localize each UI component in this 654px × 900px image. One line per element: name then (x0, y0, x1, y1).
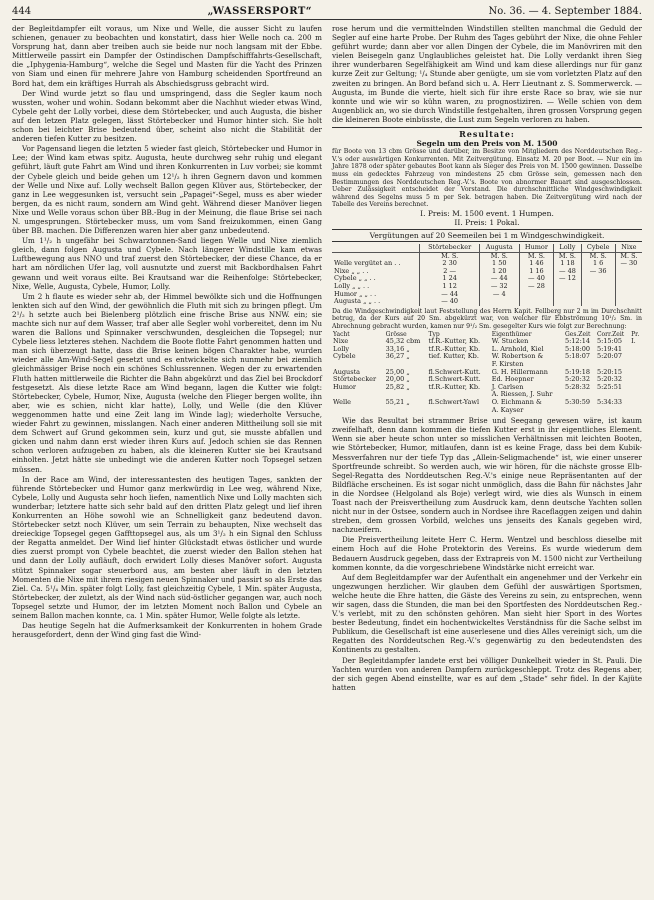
table-row (332, 353, 642, 361)
table-cell (615, 268, 642, 276)
table-cell (630, 353, 642, 361)
verguetung-title: Vergütungen auf 20 Seemeilen bei 1 m Windgeschwindigkeit. (332, 229, 642, 242)
table-cell (554, 298, 581, 306)
table-cell: A. Kayser (491, 405, 524, 414)
table-cell: — 44 (479, 275, 519, 283)
table-cell: 5:19:18 (564, 367, 591, 376)
table-cell: Nixe (333, 337, 349, 346)
unit-cell: M. S. (554, 252, 581, 260)
table-cell: 20,00 „ (385, 375, 410, 384)
table-cell: 2 30 (420, 260, 480, 268)
column-header: Eigenthümer (491, 330, 532, 338)
table-cell: I. (631, 337, 636, 346)
table-cell: tief. Kutter, Kb. (428, 352, 479, 361)
table-cell: Ed. Hoepner (491, 375, 534, 384)
table-cell (630, 376, 642, 384)
left-column (12, 24, 322, 693)
table-cell: 5:20:32 (564, 375, 591, 384)
paragraph: Der Wind wurde jetzt so flau und umspringend, dass die Segler kaum noch wussten, woher und wohin. Sodann bekommt aber die Nachhut wieder etwas Wind, Cybele geht der Lolly vorbei, diese dem Störtebecker, und auch Augusta, die bisher auf den letzen Platz gelegen, lässt Störtebecker und Humor hinter sich. Sie holt schon bei leichter Brise bedeutend über, scheint also nicht die Stabilität der anderen tiefen Kutter zu besitzen. (12, 88, 322, 144)
table-cell: Lolly (333, 344, 350, 353)
column-header: Nixe (615, 244, 642, 252)
table-row (332, 399, 642, 407)
table-cell: 5:19:41 (596, 344, 623, 353)
results-heading: Resultate: (459, 129, 515, 140)
column-header: Grösse (385, 330, 407, 338)
table-cell: — 28 (519, 283, 554, 291)
yacht-results-body (332, 338, 642, 414)
table-cell (630, 369, 642, 377)
paragraph: Die Preisvertheilung leitete Herr C. Herm. Wentzel und beschloss dieselbe mit einem Hoch auf die Hohe Protektorin des Vereins. Es wurde wiederum dem Bedauern Ausdruck gegeben, dass der Extrapreis von M. 1500 nicht zur Vertheilung kommen konnte, da die vorgeschriebene Windstärke nicht erreicht war. (332, 535, 642, 572)
column-header: Augusta (479, 244, 519, 252)
paragraph: Um 1¹/₂ h ungefähr bei Schwarztonnen-Sand liegen Welle und Nixe ziemlich gleich, dann folgen Augusta und Cybele. Nach längerer Windstille kam etwas Luftbewegung aus NNO und traf zuerst den Störtebecker, der diese Chance, da er hart am nördlichen Ufer lag, voll ausnutzte und zuerst mit Backbordhalsen Fahrt gewann und weit voraus eilte. Bei Krautsand war die Reihenfolge: Störtebecker, Nixe, Welle, Augusta, Cybele, Humor, Lolly. (12, 236, 322, 291)
table-cell (630, 407, 642, 415)
right-column (332, 24, 642, 693)
table-row (332, 376, 642, 384)
table-cell: 5:20:32 (596, 375, 623, 384)
paragraph: Wie das Resultat bei strammer Brise und Seegang gewesen wäre, ist kaum zweifelhaft, denn dann kommen die tiefen Kutter erst in ihr eigentliches Element. Wenn sie aber heute schon unter so misslichen Verhältnissen mit leichten Booten, wie Störtebecker, Humor, mitlaufen, dann ist es keine Frage, dass bei dem Kubik-Messverfahren nur der tiefe Typ das „Allein-Seligmachende“ ist, wie einer unserer Sportfreunde schreibt. So werden auch, wie wir hören, für die nächste grosse Elb-Segel-Regatta des Norddeutschen Reg.-V.'s einige neue Repräsentanten auf der Bildfläche erscheinen. Es ist sogar nicht unmöglich, dass die Bahn für nächstes Jahr in die Nordsee (Helgoland als Boje) verlegt wird, wie dies als Wunsch in einem Toast nach der Preisvertheilung zum Ausdruck kam, denn deutsche Yachten sollen nicht nur in der Ostsee, sondern auch in Nordsee ihre Raceflaggen zeigen und dahin streben, dem grossen Vorbild, welches uns jenseits des Kanals gegeben wird, nachzueifern. (332, 416, 642, 535)
column-header: Ges.Zeit (564, 330, 591, 338)
column-header: Corr.Zeit (596, 330, 625, 338)
yacht-results-table (332, 331, 642, 415)
table-cell: tf.R.-Kutter, Kb. (428, 337, 481, 346)
column-header: Humor (519, 244, 554, 252)
table-cell: 33,16 „ (385, 344, 410, 353)
table-cell: Welle vergütet an . . (334, 259, 401, 268)
table-cell (479, 298, 519, 306)
paragraph: Um 2 h flaute es wieder sehr ab, der Himmel bewölkte sich und die Hoffnungen lenkten sich auf den Wind, der gewöhnlich die Fluth mit sich zu bringen pflegt. Um 2¹/₂ h setzte auch bei Bielenberg plötzlich eine frische Brise aus NNW. ein; sie machte sich nur auf dem Wasser, traf aber alle Segler wohl vorbereitet, denn im Nu waren die Ballons und Spinnaker verschwunden, desgleichen die Topsegel; nur Cybele liess letzteres stehen. Nachdem die Boote flotte Fahrt genommen hatten und man sich überzeugt hatte, dass die Brise keinen bögen Charakter habe, wurden wieder alle Am-Wind-Segel gesetzt und es entwickelte sich nunmehr bei ziemlich gleichmässiger Brise noch ein schönes Schlussrennen. Wegen der zu erwartenden Fluth hatten mittlerweile die Richter die Bahn abgekürzt und das Ziel bei Brockdorf festgesetzt. Als diese letzte Race am Wind begann, lagen die Kutter wie folgt: Störtebecker, Cybele, Humor, Nixe, Augusta (welche den Flieger bergen wollte, ihn aber, wie es schien, nicht klar hatte), Lolly, und Welle (die den Klüver weggenommen hatte und eine Zeit lang im Winde lag); wiederholte Versuche, wieder Fahrt zu gewinnen, misslangen. Nach einer anderen Mittheilung soll sie mit dem Schwert auf Grund gekommen sein, kurz und gut, sie musste abfallen und gicken und nahm dann erst wieder ihren Kurs auf. Jedoch schien sie das Rennen schon verloren aufzugeben zu haben, als die kleineren Kutter sie bei Krautsand einholten. Jetzt hätte sie unbedingt wie die anderen Kutter noch Topsegel setzen müssen. (12, 291, 322, 474)
table-cell: — 4 (479, 291, 519, 299)
table-cell: W. Stucken (491, 337, 529, 346)
table-cell: J. Carlsen (491, 382, 524, 391)
race-conditions: für Boote von 13 cbm Grösse und darüber, im Besitze von Mitgliedern des Norddeutschen Reg.-V.'s oder auswärtigen Konkurrenten. Mit Zeitvergütung. Einsatz M. 20 per Boot. — Nur ein im Jahre 1878 oder später gebautes Boot kann als Sieger des Preis von M. 1500 gewinnen. Dasselbe muss ein gedecktes Fahrzeug von mindestens 25 cbm Grösse sein, gemessen nach den Bestimmungen des Norddeutschen Reg.-V.'s. Boote von abnormer Bauart sind ausgeschlossen. Ueber Zulässigkeit entscheidet der Vorstand. Die durchschnittliche Windgeschwindigkeit während des Segelns muss 5 m per Sek. betragen haben. Die Zeitvergütung wird nach der Tabelle des Vereins berechnet. (332, 148, 642, 209)
table-cell: 45,32 cbm (385, 337, 421, 346)
table-cell: 5:18:07 (564, 352, 591, 361)
newspaper-page (12, 0, 642, 693)
table-cell (581, 275, 615, 283)
table-cell: Augusta „ „ . . (334, 297, 381, 306)
table-cell: 5:20:07 (596, 352, 623, 361)
table-cell (564, 407, 596, 415)
unit-cell: M. S. (479, 252, 519, 260)
page-header (12, 6, 642, 20)
table-header-row (332, 244, 642, 252)
table-cell (581, 291, 615, 299)
table-row (332, 391, 642, 399)
column-header (332, 244, 420, 252)
table-cell: — 48 (554, 268, 581, 276)
table-row (332, 338, 642, 346)
table-cell: tf.R.-Kutter, Kb. (428, 382, 481, 391)
column-header: Cybele (581, 244, 615, 252)
table-cell: Humor (333, 382, 357, 391)
table-cell (554, 291, 581, 299)
table-cell: 1 6 (581, 260, 615, 268)
table-cell: Lolly „ „ . . (334, 282, 370, 291)
table-cell: 5:20:15 (596, 367, 623, 376)
publication-title: „WASSERSPORT“ (207, 6, 313, 17)
table-cell: 25,82 „ (385, 382, 410, 391)
table-row (332, 407, 642, 415)
table-row (332, 369, 642, 377)
table-cell (615, 291, 642, 299)
table-cell (615, 283, 642, 291)
table-cell (554, 283, 581, 291)
unit-cell: M. S. (615, 252, 642, 260)
second-prize: II. Preis: 1 Pokal. (454, 217, 520, 227)
table-cell (581, 283, 615, 291)
table-cell (615, 275, 642, 283)
table-cell: fl.Schwert-Kutt. (428, 367, 481, 376)
unit-cell: M. S. (581, 252, 615, 260)
column-header: Typ (428, 330, 440, 338)
verguetung-table (332, 244, 642, 306)
table-row (332, 298, 642, 306)
verguetung-body (332, 252, 642, 306)
table-cell: — 36 (581, 268, 615, 276)
table-row (332, 384, 642, 392)
column-header: Pr. (631, 330, 640, 338)
paragraph: In der Race am Wind, der interessantesten des heutigen Tages, sankten der führende Störtebecker und Humor ganz merkwürdig in Lee weg, während Nixe, Cybele, Lolly und Augusta sehr hoch liefen, namentlich Nixe und Lolly machten sich wunderbar; letztere hatte sich sehr bald auf den dritten Platz gelegt und lief ihren Konkurrenten an Höhe sowohl wie an Schnelligkeit ganz bedeutend davon. Störtebecker setzt noch Klüver, um sein Terrain zu behaupten, Nixe wechselt das dreieckige Topsegel gegen Gaffttopsegel aus, als um 3¹/₂ h ein Signal den Schluss der Regatta anmeldet. Der Wind lief hinter Glückstadt etwas östlicher und wurde dies zuerst prompt von Cybele beachtet, die zuerst wieder den Ballon stehen hat und dann der Lolly aufläuft, doch erwidert Lolly dieses Manöver sofort. Augusta stützt Spinnaker sogar steuerbord aus, am besten aber läuft in den letzten Momenten die Nixe mit ihrem riesigen neuen Spinnaker und passirt so als Erste das Ziel. Ca. 5¹/₄ Min. später folgt Lolly, fast gleichzeitig Cybele, 1 Min. später Augusta, Störtebecker, der zuletzt, als der Wind nach süd-östlicher gegangen war, auch noch Topsegel setzte und Humor, der im letzten Moment noch Ballon und Cybele an seinem Ballon machen konnte, ca. 1 Min. später Humor, Welle folgte als letzte. (12, 474, 322, 620)
unit-cell: M. S. (519, 252, 554, 260)
table-cell: — 44 (420, 291, 480, 299)
unit-cell: M. S. (420, 252, 480, 260)
table-cell: A. Riessen, J. Suhr (491, 390, 553, 399)
table-cell: G. H. Hillermann (491, 367, 548, 376)
table-cell: 5:12:14 (564, 337, 591, 346)
table-cell (385, 407, 428, 415)
table-cell: Nixe „ „ . . (334, 266, 369, 275)
table-cell (630, 361, 642, 369)
table-cell: F. Kirsten (491, 359, 524, 368)
table-row (332, 275, 642, 283)
table-cell (519, 298, 554, 306)
table-cell: 2 — (420, 268, 480, 276)
table-cell: — 32 (479, 283, 519, 291)
table-cell: 1 18 (554, 260, 581, 268)
table-cell: 5:18:00 (564, 344, 591, 353)
table-cell: Störtebecker (333, 375, 377, 384)
table-cell: 1 24 (420, 275, 480, 283)
table-cell: 36,27 „ (385, 352, 410, 361)
table-cell: O. Eichmann & (491, 397, 542, 406)
table-cell (332, 407, 385, 415)
wind-note: Da die Windgeschwindigkeit laut Feststellung des Herrn Kapit. Fellberg nur 2 m im Durchschnitt betrug, da der Kurs auf 20 Sm. abgekürzt war, von welcher für Ebbströmung 10¹/₂ Sm. in Abrechnung gebracht wurden, kamen nur 9¹/₂ Sm. gesegelter Kurs wie folgt zur Berechnung: (332, 307, 642, 330)
table-cell (615, 298, 642, 306)
results-section (332, 127, 642, 227)
table-cell: Augusta (333, 367, 361, 376)
table-cell (596, 407, 630, 415)
table-cell (630, 384, 642, 392)
table-cell (630, 399, 642, 407)
table-cell: Cybele „ „ . . (334, 274, 376, 283)
table-cell: L. Arnhold, Kiel (491, 344, 544, 353)
table-row (332, 361, 642, 369)
paragraph: rose herum und die vermittelnden Windstillen stellten manchmal die Geduld der Segler auf eine harte Probe. Der Ruhm des Tages gebührt der Nixe, die ohne Fehler geführt wurde; dann aber vor allen Dingen der Cybele, die im Manövriren mit den vielen Beisegeln ganz Unglaubliches geleistet hat. Die Lolly verdankt ihren Sieg ihrer wunderbaren Segelfähigkeit am Wind und kam diese allerdings nur für ganz kurze Zeit zur Geltung; ¹/₄ Stunde aber genügte, um sie vom vorletzten Platz auf den zweiten zu bringen. An Bord befand sich u. A. Herr Lieutnant z. S. Sommerwerck. — Augusta, im Bunde die vierte, hielt sich für ihre erste Race so brav, wie sie nur konnte und wie wir so kühn waren, zu prognostiziren. — Welle schien von dem Augenblick an, wo sie durch Windstille festgehalten, ihren grossen Vorsprung gegen die kleineren Boote einbüsste, die Lust zum Segeln verloren zu haben. (332, 24, 642, 124)
table-header-row (332, 331, 642, 339)
table-cell: 25,00 „ (385, 367, 410, 376)
table-cell (630, 346, 642, 354)
paragraph: Das heutige Segeln hat die Aufmerksamkeit der Konkurrenten in hohem Grade herausgefordert, denn der Wind ging fast die Wind- (12, 621, 322, 640)
table-cell: W. Robertson & (491, 352, 544, 361)
column-header: Störtebecker (420, 244, 480, 252)
table-cell: — 40 (420, 298, 480, 306)
table-cell: Welle (333, 397, 352, 406)
results-subheading: Segeln um den Preis von M. 1500 (416, 139, 558, 149)
table-cell: 5:34:33 (596, 397, 623, 406)
table-cell: 5:28:32 (564, 382, 591, 391)
table-cell: 5:15:05 (596, 337, 623, 346)
table-cell: 1 20 (479, 268, 519, 276)
table-cell: 1 16 (519, 268, 554, 276)
table-cell (427, 407, 490, 415)
table-cell (581, 298, 615, 306)
table-cell: 1 50 (479, 260, 519, 268)
table-cell (630, 391, 642, 399)
table-row (332, 283, 642, 291)
table-row (332, 346, 642, 354)
table-cell: 5:25:51 (596, 382, 623, 391)
table-cell: 1 12 (420, 283, 480, 291)
table-cell: — 40 (519, 275, 554, 283)
table-cell: Humor „ „ . . (334, 289, 377, 298)
table-cell: fl.Schwert-Yawl (428, 397, 480, 406)
table-cell: 55,21 „ (385, 397, 410, 406)
column-header: Lolly (554, 244, 581, 252)
table-cell: fl.Schwert-Kutt. (428, 375, 481, 384)
table-cell: Cybele (333, 352, 356, 361)
paragraph: Auf dem Begleitdampfer war der Aufenthalt ein angenehmer und der Verkehr ein ungezwungen herzlicher. Wir glauben dem Gefühl der auswärtigen Sportsmen, welche heute die Ehre hatten, die Gäste des Vereins zu sein, zu entsprechen, wenn wir sagen, dass die Stunden, die man bei den Sportfesten des Norddeutschen Reg.-V.'s verlebt, mit zu den schönsten gehören. Man sieht hier Sport in des Wortes bester Bedeutung, findet ein hochentwickeltes Verständniss für die Sache selbst im Publikum, die Gesellschaft ist eine auserlesene und dies Alles vereinigt sich, um die Regatten des Norddeutschen Reg.-V.'s gegenwärtig zu den bedeutendsten des Kontinents zu gestalten. (332, 572, 642, 655)
paragraph: der Begleitdampfer eilt voraus, um Nixe und Welle, die ausser Sicht zu laufen schienen, genauer zu beobachten und konstatirt, dass hier Welle noch ca. 200 m Vorsprung hat, dann aber treiben auch sie beide nur noch langsam mit der Ebbe. Mittlerweile passirt ein Dampfer der Ostindischen Dampfschifffahrts-Gesellschaft, die „Iphygenia-Hamburg“, welche die Segel und Masten für die Yacht des Prinzen von Siam und einen für mehrere Jahre von Hamburg scheidenden Sportfreund an Bord hat, dem ein kräftiges Hurrah als Abschiedsgruss gebracht wird. (12, 24, 322, 88)
column-header: Yacht (333, 330, 350, 338)
page-number: 444 (12, 6, 32, 17)
first-prize: I. Preis: M. 1500 event. 1 Humpen. (420, 208, 554, 218)
table-cell: — 12 (554, 275, 581, 283)
table-cell (519, 291, 554, 299)
table-cell: 5:30:59 (564, 397, 591, 406)
issue-date: No. 36. — 4. September 1884. (488, 6, 642, 17)
table-cell: — 30 (615, 260, 642, 268)
paragraph: Vor Pagensand liegen die letzten 5 wieder fast gleich, Störtebecker und Humor in Lee; der Wind kam etwas spitz. Augusta, heute durchweg sehr ruhig und elegant geführt, läuft gute Fahrt am Wind und ihren Konkurrenten in Luv vorbei; sie kommt der Cybele gleich und beide gehen um 12¹/₂ h ihren Gegnern davon und kommen der Welle und Nixe auf. Lolly wechselt Ballon gegen Klüver aus, Störtebecker, der ganz in Lee weggesunken ist, versucht sein „Papagei“-Segel, muss es aber wieder bergen, da es nicht raum, sondern am Wind geht. Während dieser Manöver liegen Nixe und Welle voraus schon über BB.-Bug in der Meinung, die flaue Brise sei nach N. umgesprungen. Störtebecker muss, um vom Sand freizukommen, einen Gang über BB. machen. Die Differenzen waren hier aber ganz unbedeutend. (12, 144, 322, 236)
table-cell: tf.R.-Kutter, Kb. (428, 344, 481, 353)
paragraph: Der Begleitdampfer landete erst bei völliger Dunkelheit wieder in St. Pauli. Die Yachten wurden von anderen Dampfern zurückgeschleppt. Trotz des Regens aber, der sich gegen Abend einstellte, war es auf dem „Stade“ sehr fidel. In der Kajüte hatten (332, 655, 642, 692)
table-cell: 1 46 (519, 260, 554, 268)
table-row (332, 268, 642, 276)
